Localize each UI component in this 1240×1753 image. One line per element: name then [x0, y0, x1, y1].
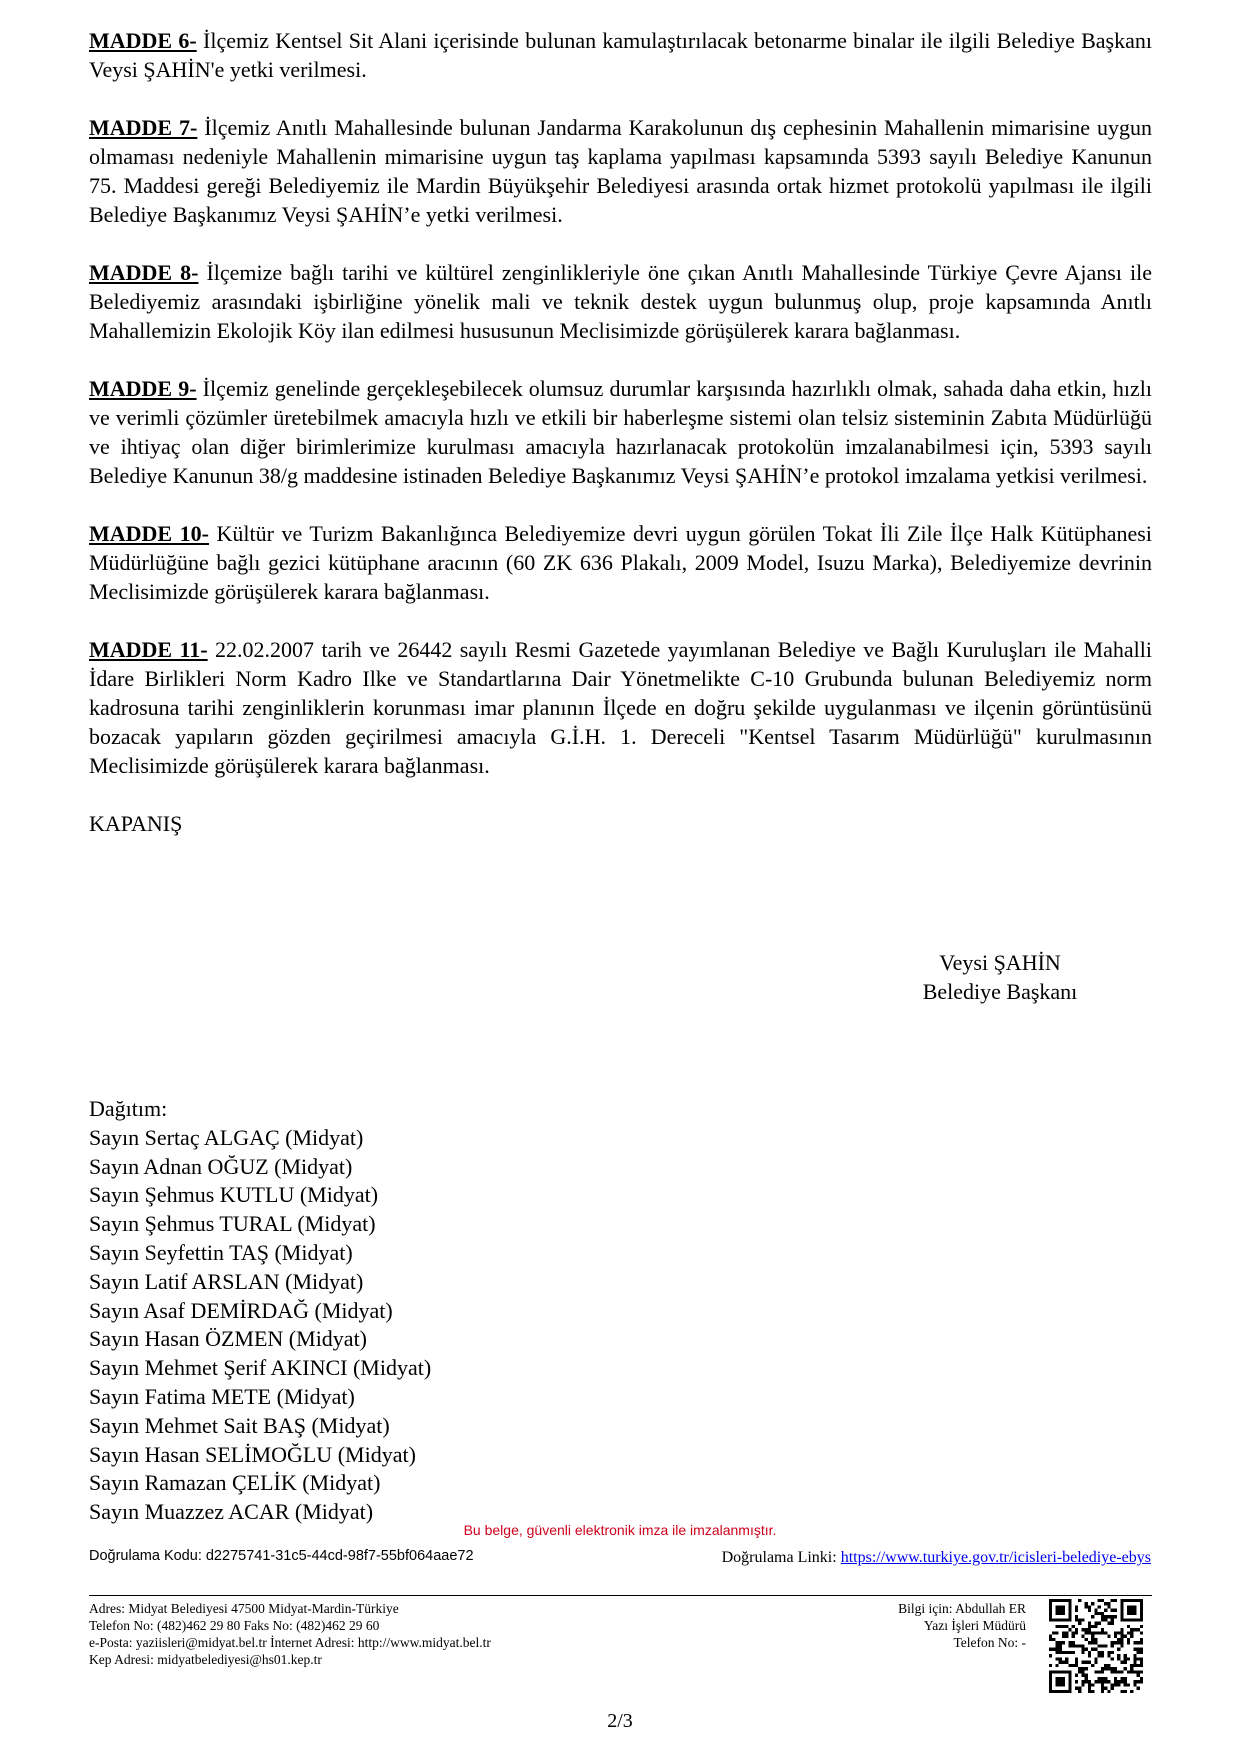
recipient-item: Sayın Mehmet Sait BAŞ (Midyat)	[89, 1412, 390, 1438]
distribution-title: Dağıtım:	[89, 1096, 168, 1121]
article-heading: MADDE 11-	[89, 637, 208, 662]
article-text: Kültür ve Turizm Bakanlığınca Belediyemize devri uygun görülen Tokat İli Zile İlçe Halk Kütüphanesi Müdürlüğüne bağlı gezici kütüphane aracının (60 ZK 636 Plakalı, 2009 Model, Isuzu Marka), Belediyemize devrinin Meclisimizde görüşülerek karara bağlanması.	[89, 521, 1152, 604]
article-text: İlçemiz Kentsel Sit Alani içerisinde bulunan kamulaştırılacak betonarme binalar ile ilgili Belediye Başkanı Veysi ŞAHİN'e yetki verilmesi.	[89, 28, 1152, 82]
info-contact-title: Yazı İşleri Müdürü	[923, 1618, 1026, 1633]
recipient-item: Sayın Ramazan ÇELİK (Midyat)	[89, 1470, 381, 1496]
article-heading: MADDE 8-	[89, 260, 199, 285]
signatory-name: Veysi ŞAHİN	[939, 950, 1061, 975]
recipient-item: Sayın Hasan ÖZMEN (Midyat)	[89, 1326, 368, 1352]
recipient-item: Sayın Şehmus KUTLU (Midyat)	[89, 1182, 379, 1208]
recipient-item: Sayın Seyfettin TAŞ (Midyat)	[89, 1239, 353, 1265]
article-7	[89, 113, 1152, 229]
verification-code: Doğrulama Kodu: d2275741-31c5-44cd-98f7-55bf064aae72	[89, 1548, 474, 1564]
article-text: İlçemize bağlı tarihi ve kültürel zenginlikleriyle öne çıkan Anıtlı Mahallesinde Türkiye Çevre Ajansı ile Belediyemiz arasındaki işbirliğine yönelik mali ve teknik destek uygun bulunmuş olup, proje kapsamında Anıtlı Mahallemizin Ekolojik Köy ilan edilmesi hususunun Meclisimizde görüşülerek karara bağlanması.	[89, 260, 1152, 343]
recipient-item: Sayın Hasan SELİMOĞLU (Midyat)	[89, 1441, 416, 1467]
article-text: 22.02.2007 tarih ve 26442 sayılı Resmi Gazetede yayımlanan Belediye ve Bağlı Kuruluşları ile Mahalli İdare Birlikleri Norm Kadro Ilke ve Standartlarına Dair Yönetmelikte C-10 Grubunda bulunan Belediyemiz norm kadrosuna tarihi zenginliklerin korunması imar planının İlçede en doğru şekilde uygulanması ve ilçenin görüntüsünü bozacak yapıların gözden geçirilmesi amacıyla G.İ.H. 1. Dereceli "Kentsel Tasarım Müdürlüğü" kurulmasının Meclisimizde görüşülerek karara bağlanması.	[89, 637, 1152, 778]
closing-heading: KAPANIŞ	[89, 811, 183, 836]
article-text: İlçemiz genelinde gerçekleşebilecek olumsuz durumlar karşısında hazırlıklı olmak, sahada daha etkin, hızlı ve verimli çözümler üretebilmek amacıyla hızlı ve etkili bir haberleşme sistemi olan telsiz sisteminin Zabıta Müdürlüğü ve ihtiyaç olan diğer birimlerimize kurulması amacıyla hazırlanacak protokolün imzalanabilmesi için, 5393 sayılı Belediye Kanunun 38/g maddesine istinaden Belediye Başkanımız Veysi ŞAHİN’e protokol imzalama yetkisi verilmesi.	[89, 376, 1152, 488]
email-line: e-Posta: yaziisleri@midyat.bel.tr İnternet Adresi: http://www.midyat.bel.tr	[89, 1635, 491, 1650]
info-contact-phone: Telefon No: -	[953, 1635, 1026, 1650]
signature-block	[880, 948, 1120, 1006]
article-heading: MADDE 10-	[89, 521, 209, 546]
footer-divider	[89, 1595, 1152, 1596]
article-text: İlçemiz Anıtlı Mahallesinde bulunan Jandarma Karakolunun dış cephesinin Mahallenin mimarisine uygun olmaması nedeniyle Mahallenin mimarisine uygun taş kaplama yapılması kapsamında 5393 sayılı Belediye Kanunun 75. Maddesi gereği Belediyemiz ile Mardin Büyükşehir Belediyesi arasında ortak hizmet protokolü yapılması ile ilgili Belediye Başkanımız Veysi ŞAHİN’e yetki verilmesi.	[89, 115, 1152, 227]
recipient-item: Sayın Sertaç ALGAÇ (Midyat)	[89, 1124, 364, 1150]
article-9	[89, 374, 1152, 490]
verification-link-block	[722, 1549, 1151, 1567]
address-line: Adres: Midyat Belediyesi 47500 Midyat-Mardin-Türkiye	[89, 1601, 399, 1616]
e-signature-note: Bu belge, güvenli elektronik imza ile imzalanmıştır.	[463, 1522, 777, 1538]
verification-link-label: Doğrulama Linki:	[721, 1549, 841, 1566]
qr-code-icon	[1049, 1599, 1143, 1693]
recipient-item: Sayın Şehmus TURAL (Midyat)	[89, 1211, 376, 1237]
kep-line: Kep Adresi: midyatbelediyesi@hs01.kep.tr	[89, 1652, 322, 1667]
recipient-item: Sayın Asaf DEMİRDAĞ (Midyat)	[89, 1297, 393, 1323]
article-heading: MADDE 7-	[89, 115, 198, 140]
recipient-item: Sayın Adnan OĞUZ (Midyat)	[89, 1153, 353, 1179]
recipient-list	[89, 1124, 431, 1527]
signatory-title: Belediye Başkanı	[922, 979, 1078, 1004]
document-body	[89, 26, 1152, 838]
article-heading: MADDE 6-	[89, 28, 197, 53]
page-number: 2/3	[607, 1710, 633, 1732]
footer-contact-info	[840, 1600, 1026, 1651]
article-8	[89, 258, 1152, 345]
article-6	[89, 26, 1152, 84]
recipient-item: Sayın Fatima METE (Midyat)	[89, 1383, 355, 1409]
footer-address	[89, 1600, 491, 1668]
recipient-item: Sayın Muazzez ACAR (Midyat)	[89, 1499, 374, 1525]
phone-line: Telefon No: (482)462 29 80 Faks No: (482)462 29 60	[89, 1618, 380, 1633]
distribution-list	[89, 1095, 431, 1527]
recipient-item: Sayın Mehmet Şerif AKINCI (Midyat)	[89, 1355, 432, 1381]
article-11	[89, 635, 1152, 780]
article-heading: MADDE 9-	[89, 376, 197, 401]
info-contact-name: Bilgi için: Abdullah ER	[898, 1601, 1026, 1616]
recipient-item: Sayın Latif ARSLAN (Midyat)	[89, 1268, 364, 1294]
verification-link[interactable]: https://www.turkiye.gov.tr/icisleri-belediye-ebys	[840, 1549, 1151, 1566]
article-10	[89, 519, 1152, 606]
